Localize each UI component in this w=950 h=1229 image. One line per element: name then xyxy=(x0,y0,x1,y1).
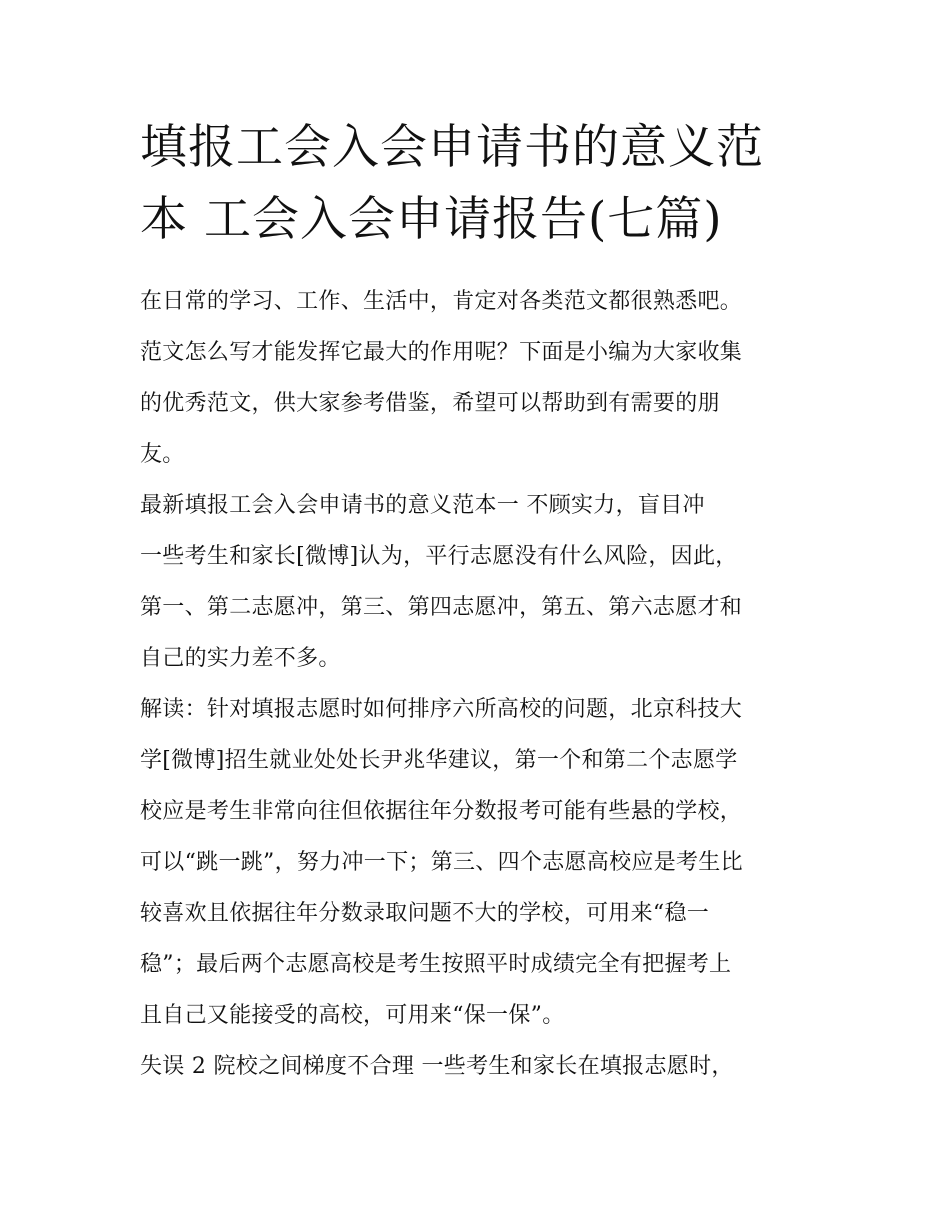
title-line-2: 本 工会入会申请报告(七篇) xyxy=(140,192,723,247)
text-line: 稳”；最后两个志愿高校是考生按照平时成绩完全有把握考上 xyxy=(140,952,732,977)
text-line: 友。 xyxy=(140,442,185,467)
text-line: 范文怎么写才能发挥它最大的作用呢？下面是小编为大家收集 xyxy=(140,340,743,365)
text-line: 可以“跳一跳”，努力冲一下；第三、四个志愿高校应是考生比 xyxy=(140,850,743,875)
text-line: 失误 2 院校之间梯度不合理 一些考生和家长在填报志愿时， xyxy=(140,1054,734,1079)
document-body xyxy=(140,276,820,1092)
text-line: 解读：针对填报志愿时如何排序六所高校的问题，北京科技大 xyxy=(140,697,743,722)
paragraph-sample-one xyxy=(140,480,820,684)
text-line: 较喜欢且依据往年分数录取问题不大的学校，可用来“稳一 xyxy=(140,901,710,926)
text-line: 自己的实力差不多。 xyxy=(140,646,341,671)
text-line: 第一、第二志愿冲，第三、第四志愿冲，第五、第六志愿才和 xyxy=(140,595,743,620)
title-line-1: 填报工会入会申请书的意义范 xyxy=(140,120,764,175)
paragraph-mistake-two xyxy=(140,1041,820,1092)
text-line: 且自己又能接受的高校，可用来“保一保”。 xyxy=(140,1003,565,1028)
text-line: 学[微博]招生就业处处长尹兆华建议，第一个和第二个志愿学 xyxy=(140,748,738,773)
text-line: 在日常的学习、工作、生活中，肯定对各类范文都很熟悉吧。 xyxy=(140,289,743,314)
paragraph-interpretation xyxy=(140,684,820,1041)
text-line: 一些考生和家长[微博]认为，平行志愿没有什么风险，因此， xyxy=(140,544,738,569)
document-title xyxy=(140,112,820,256)
text-line: 最新填报工会入会申请书的意义范本一 不顾实力，盲目冲 xyxy=(140,493,705,518)
text-line: 校应是考生非常向往但依据往年分数报考可能有些悬的学校， xyxy=(140,799,743,824)
text-line: 的优秀范文，供大家参考借鉴，希望可以帮助到有需要的朋 xyxy=(140,391,720,416)
paragraph-intro xyxy=(140,276,820,480)
